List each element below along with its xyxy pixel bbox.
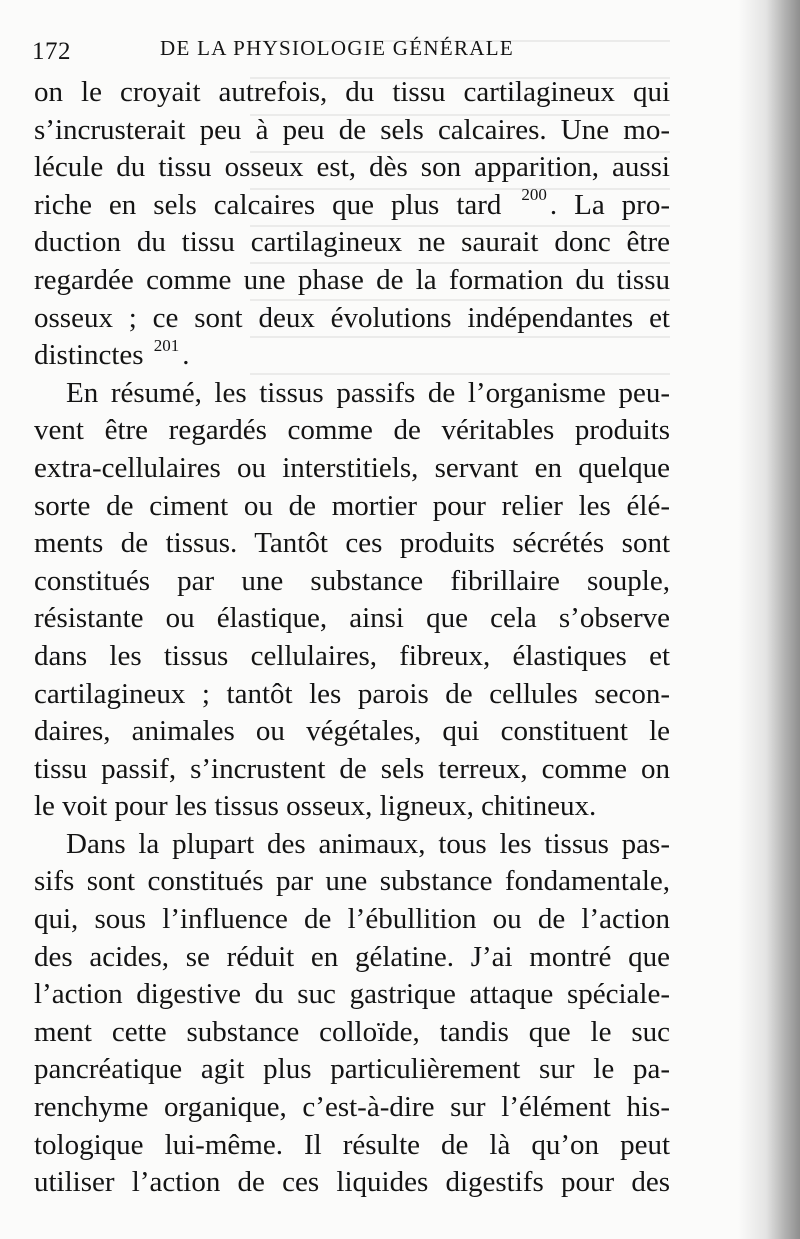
text-line: renchyme organique, c’est-à-dire sur l’élément his- [34,1091,670,1124]
text-line: En résumé, les tissus passifs de l’organisme peu- [66,376,670,409]
text-line: utiliser l’action de ces liquides digestifs pour des [34,1166,670,1199]
text-line: osseux ; ce sont deux évolutions indépendantes et [34,301,670,334]
footnote-reference: 201 [153,335,180,355]
text-line: le voit pour les tissus osseux, ligneux, chitineux. [34,790,597,823]
page-number: 172 [32,38,71,65]
text-line: lécule du tissu osseux est, dès son apparition, aussi [34,151,670,184]
text-line: des acides, se réduit en gélatine. J’ai montré que [34,940,670,973]
text-line: sorte de ciment ou de mortier pour relier les élé- [34,489,670,522]
text-line: sifs sont constitués par une substance fondamentale, [34,865,670,898]
text-line: Dans la plupart des animaux, tous les tissus pas- [66,827,670,860]
text-line: on le croyait autrefois, du tissu cartilagineux qui [34,76,670,108]
text-line: s’incrusterait peu à peu de sels calcaires. Une mo- [34,113,670,146]
text-line: résistante ou élastique, ainsi que cela s’observe [34,602,670,635]
text-line: dans les tissus cellulaires, fibreux, élastiques et [34,639,670,672]
line-text: riche en sels calcaires que plus tard [34,188,519,221]
text-line: constitués par une substance fibrillaire souple, [34,564,670,597]
line-text: . La pro- [549,188,670,221]
text-line: tissu passif, s’incrustent de sels terreux, comme on [34,752,670,785]
line-text: distinctes [34,339,151,372]
text-line: duction du tissu cartilagineux ne saurait donc être [34,226,670,259]
text-line [34,337,670,375]
running-head: DE LA PHYSIOLOGIE GÉNÉRALE [160,36,515,60]
text-line: pancréatique agit plus particulièrement sur le pa- [34,1053,670,1086]
body-text [34,74,670,1202]
page-header [32,30,672,66]
text-line: ments de tissus. Tantôt ces produits sécrétés sont [34,527,670,560]
text-line: daires, animales ou végétales, qui constituent le [34,715,670,748]
text-line: ment cette substance colloïde, tandis que le suc [34,1015,670,1048]
text-line: regardée comme une phase de la formation du tissu [34,263,670,296]
footnote-reference: 200 [521,185,547,205]
text-line: vent être regardés comme de véritables produits [34,414,670,447]
text-line: l’action digestive du suc gastrique attaque spéciale- [34,978,670,1011]
line-text: . [182,339,190,372]
text-line: extra-cellulaires ou interstitiels, servant en quelque [34,451,670,484]
text-line [34,187,670,225]
page-edge-shadow [738,0,800,1239]
text-line: cartilagineux ; tantôt les parois de cellules secon- [34,677,670,710]
text-line: tologique lui-même. Il résulte de là qu’on peut [34,1128,670,1161]
text-line: qui, sous l’influence de l’ébullition ou de l’action [34,903,670,936]
